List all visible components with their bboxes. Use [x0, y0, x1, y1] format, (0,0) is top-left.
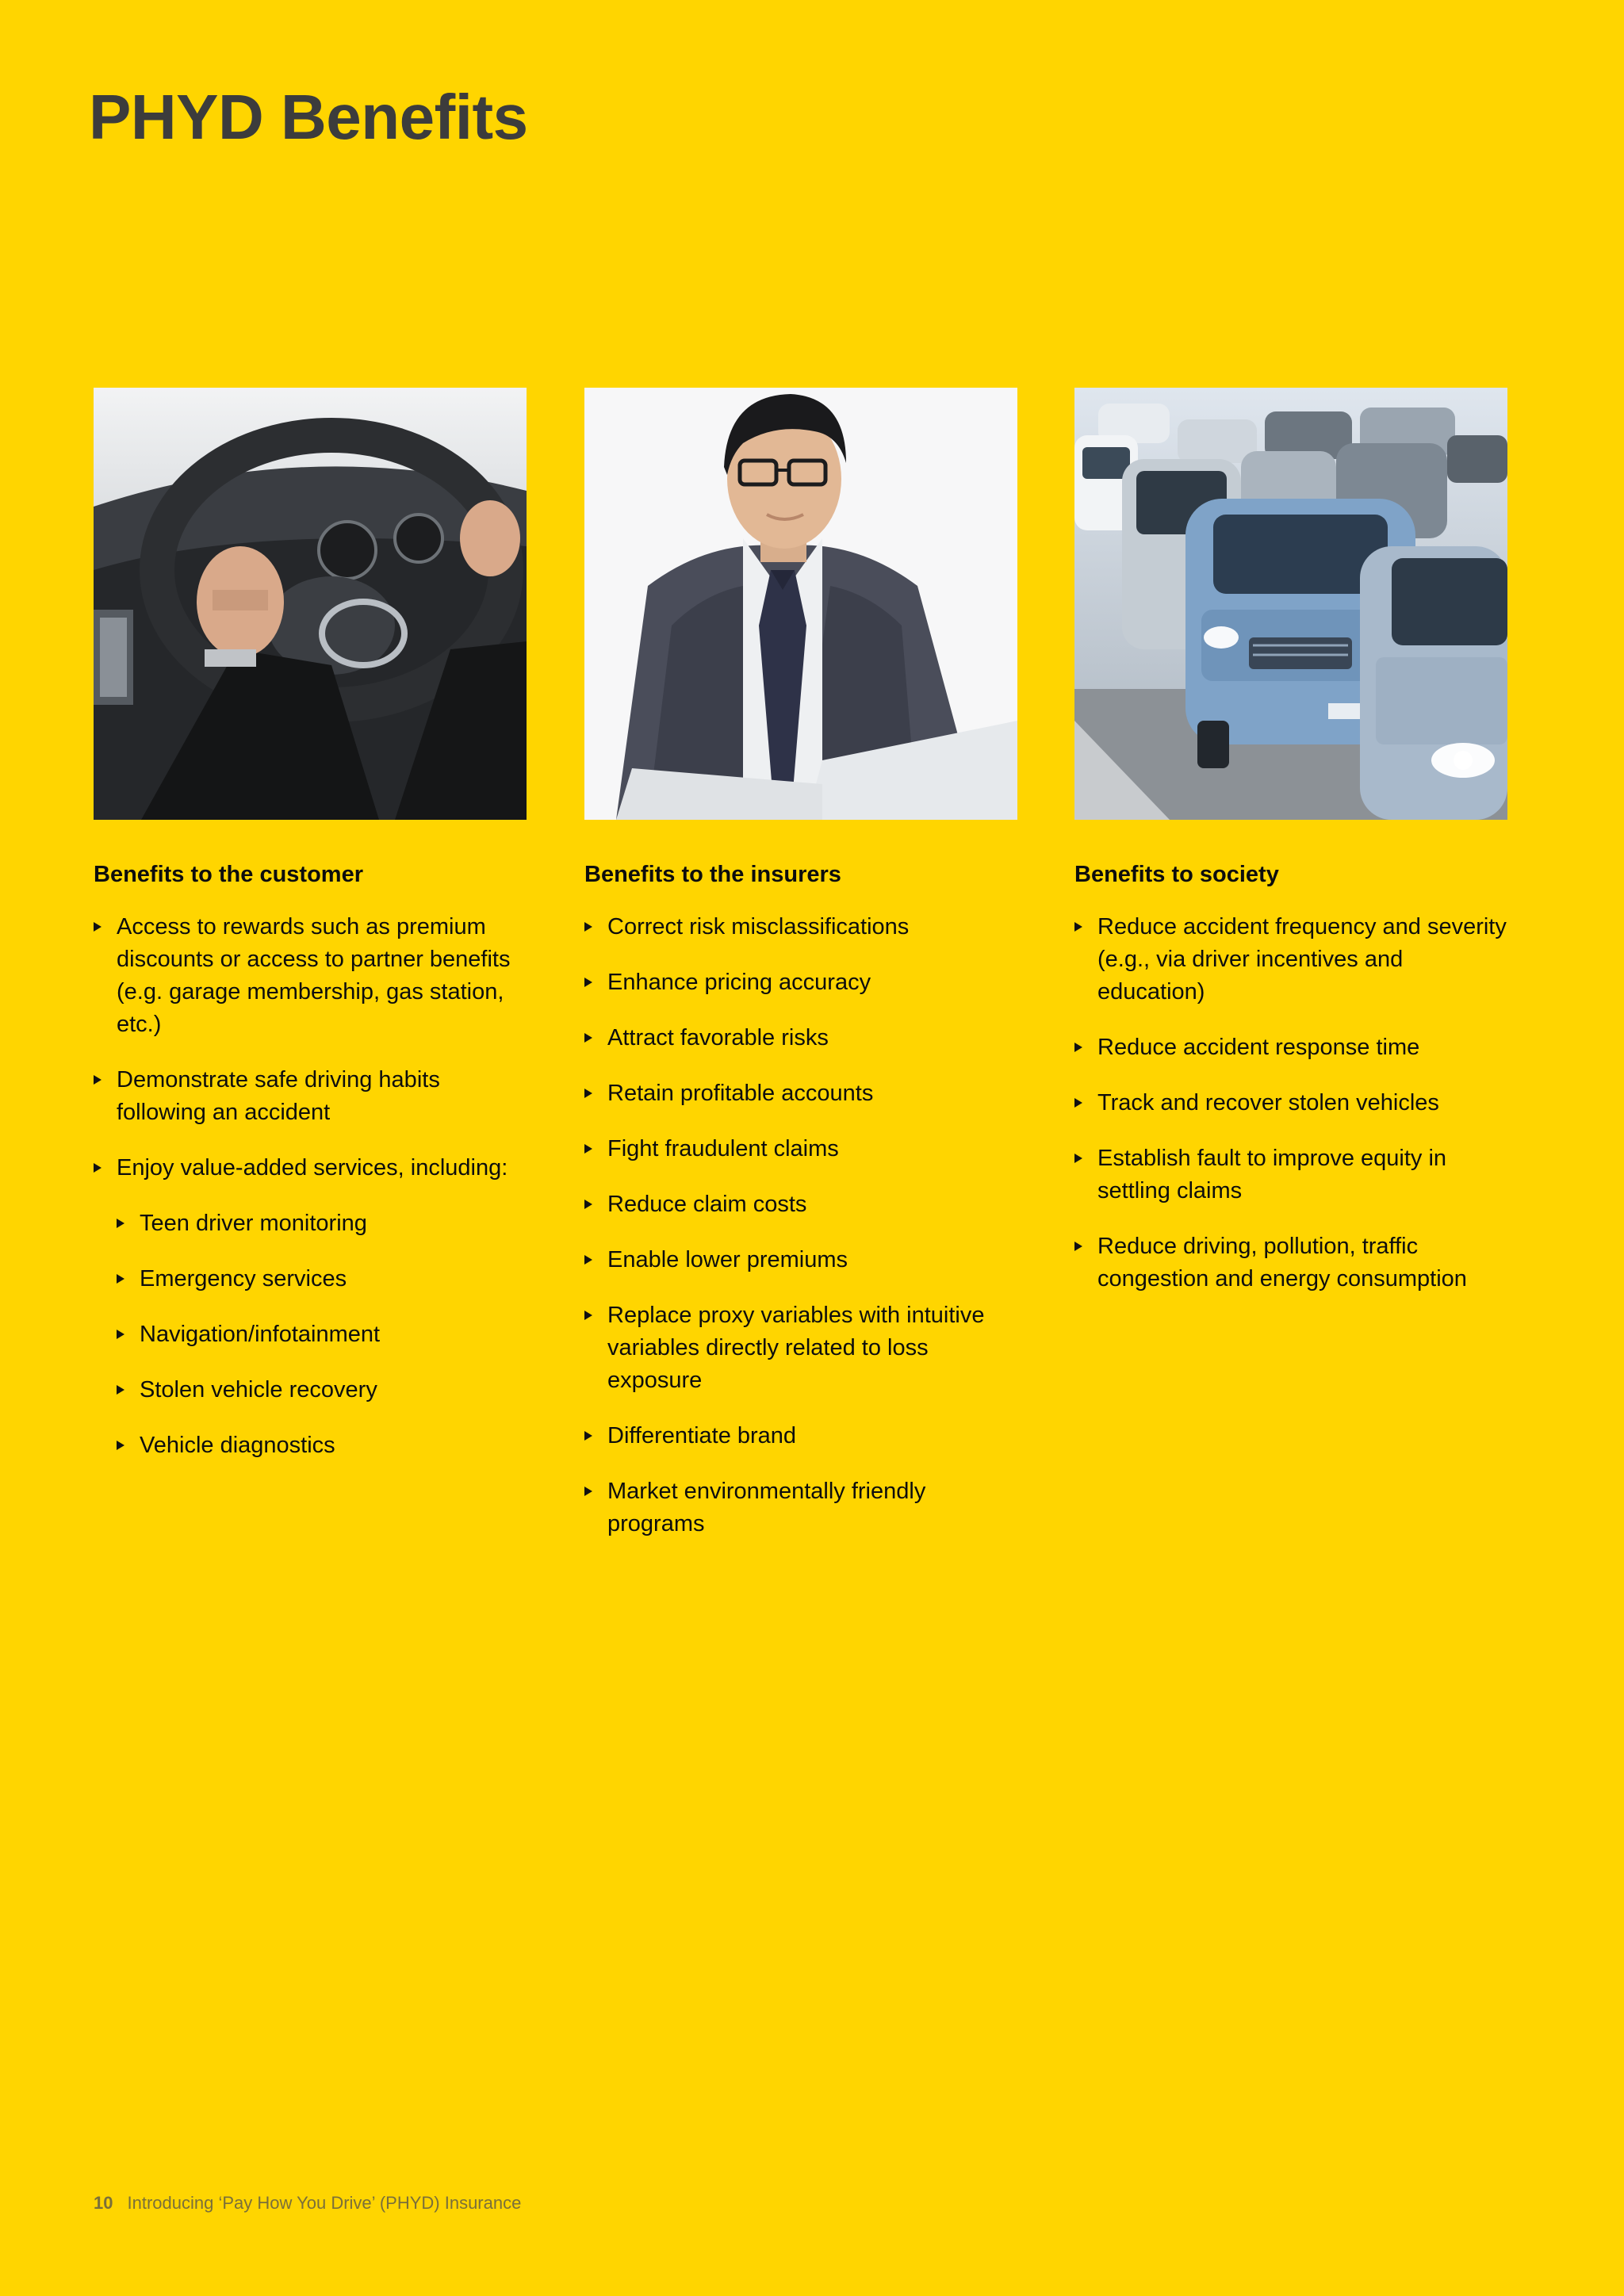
photo-traffic	[1074, 388, 1507, 820]
triangle-bullet-icon	[584, 1487, 592, 1496]
triangle-bullet-icon	[584, 1200, 592, 1209]
list-item-text: Retain profitable accounts	[607, 1080, 874, 1106]
triangle-bullet-icon	[94, 1163, 102, 1173]
list-item-text: Correct risk misclassifications	[607, 913, 910, 939]
triangle-bullet-icon	[1074, 1098, 1082, 1108]
list-item	[584, 1299, 1017, 1397]
triangle-bullet-icon	[117, 1330, 124, 1339]
triangle-bullet-icon	[94, 922, 102, 932]
column-heading: Benefits to the customer	[94, 862, 363, 887]
list-item	[584, 1188, 1017, 1221]
list-item-text: Enhance pricing accuracy	[607, 969, 871, 995]
photo-businessman	[584, 388, 1017, 820]
column-customer	[94, 388, 527, 1485]
list-item	[94, 1064, 527, 1129]
sub-list-item	[94, 1374, 527, 1406]
list-item	[584, 966, 1017, 999]
list-item-text: Track and recover stolen vehicles	[1097, 1089, 1439, 1115]
list-item	[1074, 1087, 1507, 1119]
benefit-list	[94, 911, 527, 1462]
list-item-text: Enable lower premiums	[607, 1246, 848, 1272]
sub-list-item	[94, 1263, 527, 1295]
sub-list-item	[94, 1207, 527, 1240]
list-item	[1074, 911, 1507, 1008]
list-item	[584, 1077, 1017, 1110]
list-item-text: Access to rewards such as premium discounts or access to partner benefits (e.g. garage membership, gas station, etc.)	[117, 913, 511, 1037]
triangle-bullet-icon	[1074, 1043, 1082, 1052]
list-item	[1074, 1031, 1507, 1064]
page-title: PHYD Benefits	[89, 82, 528, 152]
list-item	[584, 1420, 1017, 1452]
triangle-bullet-icon	[584, 1311, 592, 1320]
list-item	[584, 1475, 1017, 1540]
list-item	[584, 1022, 1017, 1054]
photo-steering-wheel	[94, 388, 527, 820]
list-item-text: Stolen vehicle recovery	[140, 1376, 377, 1402]
triangle-bullet-icon	[94, 1075, 102, 1085]
list-item-text: Navigation/infotainment	[140, 1321, 381, 1347]
triangle-bullet-icon	[1074, 1154, 1082, 1163]
sub-list-item	[94, 1318, 527, 1351]
triangle-bullet-icon	[117, 1441, 124, 1450]
column-society	[1074, 388, 1507, 1318]
triangle-bullet-icon	[584, 922, 592, 932]
list-item-text: Market environmentally friendly programs	[607, 1478, 926, 1536]
list-item-text: Differentiate brand	[607, 1422, 797, 1448]
list-item-text: Demonstrate safe driving habits following an accident	[117, 1066, 440, 1125]
list-item	[94, 911, 527, 1041]
page-number: 10	[94, 2193, 113, 2213]
sub-list-item	[94, 1429, 527, 1462]
triangle-bullet-icon	[584, 978, 592, 987]
triangle-bullet-icon	[1074, 1242, 1082, 1251]
list-item	[1074, 1230, 1507, 1295]
list-item	[584, 1133, 1017, 1165]
list-item-text: Reduce driving, pollution, traffic congestion and energy consumption	[1097, 1233, 1467, 1292]
list-item-text: Emergency services	[140, 1265, 347, 1292]
list-item-text: Replace proxy variables with intuitive variables directly related to loss exposure	[607, 1302, 985, 1393]
triangle-bullet-icon	[1074, 922, 1082, 932]
list-item	[584, 1244, 1017, 1276]
triangle-bullet-icon	[584, 1255, 592, 1265]
list-item	[584, 911, 1017, 943]
list-item-text: Reduce accident response time	[1097, 1034, 1420, 1060]
list-item-text: Reduce claim costs	[607, 1191, 807, 1217]
triangle-bullet-icon	[117, 1274, 124, 1284]
triangle-bullet-icon	[584, 1089, 592, 1098]
footer-text: Introducing ‘Pay How You Drive’ (PHYD) Insurance	[127, 2193, 522, 2213]
triangle-bullet-icon	[584, 1144, 592, 1154]
triangle-bullet-icon	[117, 1219, 124, 1228]
list-item-text: Fight fraudulent claims	[607, 1135, 839, 1161]
list-item	[94, 1152, 527, 1184]
list-item	[1074, 1142, 1507, 1207]
list-item-text: Establish fault to improve equity in settling claims	[1097, 1145, 1447, 1203]
list-item-text: Teen driver monitoring	[140, 1210, 367, 1236]
column-heading: Benefits to the insurers	[584, 862, 841, 887]
triangle-bullet-icon	[584, 1431, 592, 1441]
list-item-text: Enjoy value-added services, including:	[117, 1154, 508, 1181]
list-item-text: Reduce accident frequency and severity (e.g., via driver incentives and education)	[1097, 913, 1507, 1004]
column-heading: Benefits to society	[1074, 862, 1279, 887]
page-footer	[94, 2193, 521, 2214]
triangle-bullet-icon	[584, 1033, 592, 1043]
benefit-list	[584, 911, 1017, 1540]
list-item-text: Attract favorable risks	[607, 1024, 829, 1050]
triangle-bullet-icon	[117, 1385, 124, 1395]
list-item-text: Vehicle diagnostics	[140, 1432, 335, 1458]
benefit-list	[1074, 911, 1507, 1295]
column-insurers	[584, 388, 1017, 1563]
